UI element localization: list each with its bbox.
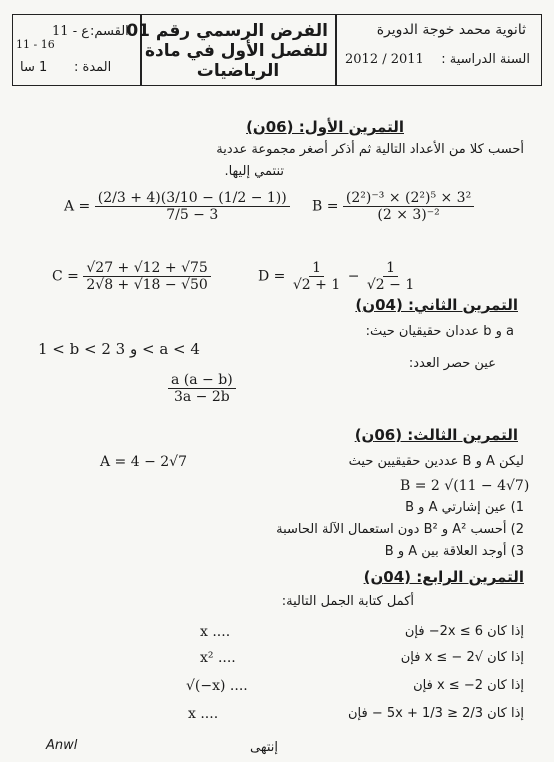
- duration-label: المدة :: [74, 60, 112, 75]
- expr-A: [64, 190, 290, 223]
- ex3-q1: 1) عين إشارتي A و B: [405, 500, 524, 515]
- ex4-title: التمرين الرابع: (04ن): [363, 568, 524, 586]
- expr-C-lhs: C =: [52, 268, 79, 285]
- ex4-line-1-left: x ....: [200, 624, 231, 640]
- ex2-title: التمرين الثاني: (04ن): [355, 296, 518, 314]
- ex2-expression: [168, 372, 236, 405]
- ex3-q2: 2) أحسب A² و B² دون استعمال الآلة الحاسبة: [276, 522, 524, 537]
- exam-title-line1: الفرض الرسمي رقم 01: [126, 21, 328, 41]
- ex2-statement: a و b عددان حقيقيان حيث:: [365, 324, 514, 339]
- duration-value: 1 سا: [20, 60, 48, 75]
- ex3-B-def: B = 2 √(11 − 4√7): [400, 478, 530, 494]
- class-label: القسم:: [90, 24, 129, 39]
- class-extra: 11 - 16: [16, 38, 55, 51]
- ex4-line-2-right: إذا كان √2 − ≥ x فإن: [400, 650, 524, 665]
- expr-B-den: (2 × 3)⁻²: [377, 207, 440, 223]
- expr-D-t2-den: √2 − 1: [366, 277, 415, 293]
- ex1-statement2: تنتمي إليها.: [224, 164, 284, 179]
- signature: Anwl: [46, 738, 78, 753]
- year-value: 2012 / 2011: [345, 52, 424, 67]
- closing-text: إنتهى: [250, 740, 278, 755]
- ex1-title: التمرين الأول: (06ن): [246, 118, 404, 136]
- expr-C: [52, 260, 211, 293]
- class-value: 1ع - 1: [52, 24, 89, 39]
- ex4-line-4-left: x ....: [188, 706, 219, 722]
- expr-A-den: 7/5 − 3: [166, 207, 219, 223]
- expr-D: [258, 260, 417, 293]
- ex4-line-3-left: √(−x) ....: [186, 678, 248, 694]
- expr-C-num: √27 + √12 + √75: [83, 260, 210, 277]
- ex4-statement: أكمل كتابة الجمل التالية:: [281, 594, 414, 609]
- school-name: ثانوية محمد خوجة الدويرة: [376, 22, 526, 38]
- expr-D-t2-num: 1: [383, 260, 398, 277]
- expr-B-num: (2²)⁻³ × (2²)⁵ × 3²: [343, 190, 474, 207]
- expr-B: [312, 190, 474, 223]
- ex4-line-3-right: إذا كان 2− ≥ x فإن: [413, 678, 524, 693]
- ex3-A-def: A = 4 − 2√7: [100, 454, 188, 470]
- exam-title-line3: الرياضيات: [196, 61, 280, 81]
- ex3-q3: 3) أوجد العلاقة بين A و B: [384, 544, 524, 559]
- ex2-condition: 1 < b < 2 و 3 < a < 4: [38, 340, 200, 358]
- expr-D-t1-den: √2 + 1: [292, 277, 341, 293]
- ex4-line-4-right: إذا كان 5x + 1/3 ≥ 2/3 − فإن: [348, 706, 524, 721]
- exam-title-line2: للفصل الأول في مادة: [144, 41, 328, 61]
- expr-D-lhs: D =: [258, 268, 286, 285]
- ex2-expr-den: 3a − 2b: [173, 389, 230, 405]
- ex2-task: عين حصر العدد:: [408, 356, 496, 371]
- expr-D-minus: −: [347, 268, 360, 285]
- ex3-statement: ليكن A و B عددين حقيقيين حيث: [348, 454, 524, 469]
- expr-A-lhs: A =: [64, 198, 91, 215]
- ex2-expr-num: a (a − b): [168, 372, 236, 389]
- expr-B-lhs: B =: [312, 198, 339, 215]
- ex3-title: التمرين الثالث: (06ن): [354, 426, 518, 444]
- expr-A-num: (2/3 + 4)(3/10 − (1/2 − 1)): [95, 190, 290, 207]
- year-label: السنة الدراسية :: [441, 52, 530, 67]
- ex4-line-1-right: إذا كان 6 ≥ 2x− فإن: [404, 624, 524, 639]
- ex1-statement: أحسب كلا من الأعداد التالية ثم أذكر أصغر مجموعة عددية: [216, 142, 524, 157]
- ex4-line-2-left: x² ....: [200, 650, 236, 666]
- expr-C-den: 2√8 + √18 − √50: [86, 277, 208, 293]
- expr-D-t1-num: 1: [309, 260, 324, 277]
